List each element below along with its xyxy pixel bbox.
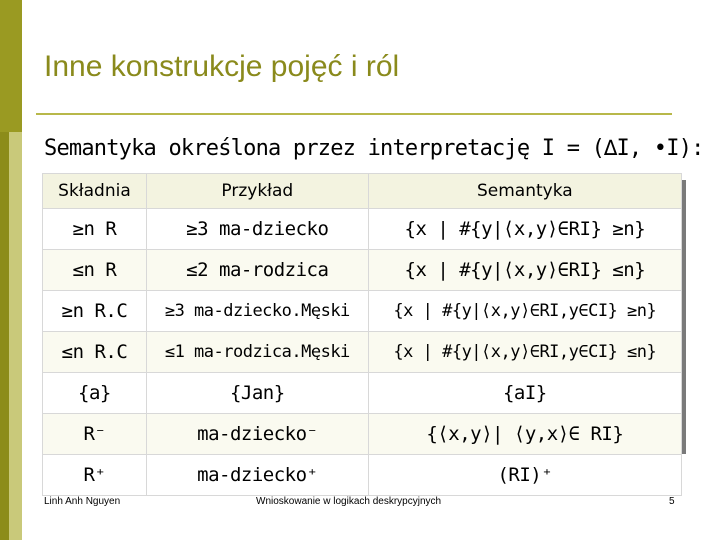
cell-semantics: {x | #{y|⟨x,y⟩∈RI,y∈CI} ≤n} bbox=[368, 332, 681, 373]
cell-syntax: ≤n R.C bbox=[43, 332, 147, 373]
footer-author: Linh Anh Nguyen bbox=[44, 496, 121, 507]
cell-syntax: R⁻ bbox=[43, 414, 147, 455]
sidebar-top-block bbox=[0, 0, 22, 132]
table-row bbox=[43, 209, 682, 250]
table-header-row bbox=[43, 174, 682, 209]
cell-syntax: ≥n R.C bbox=[43, 291, 147, 332]
title-divider bbox=[36, 113, 672, 115]
table-row bbox=[43, 373, 682, 414]
cell-example: ma-dziecko⁻ bbox=[146, 414, 368, 455]
cell-semantics: {⟨x,y⟩| ⟨y,x⟩∈ RI} bbox=[368, 414, 681, 455]
cell-syntax: ≥n R bbox=[43, 209, 147, 250]
table-row bbox=[43, 291, 682, 332]
cell-semantics: {aI} bbox=[368, 373, 681, 414]
cell-semantics: {x | #{y|⟨x,y⟩∈RI} ≤n} bbox=[368, 250, 681, 291]
cell-example: ≥3 ma-dziecko.Męski bbox=[146, 291, 368, 332]
cell-syntax: {a} bbox=[43, 373, 147, 414]
cell-semantics: {x | #{y|⟨x,y⟩∈RI,y∈CI} ≥n} bbox=[368, 291, 681, 332]
table-row bbox=[43, 332, 682, 373]
table-row bbox=[43, 455, 682, 496]
cell-syntax: ≤n R bbox=[43, 250, 147, 291]
header-semantics: Semantyka bbox=[368, 174, 681, 209]
cell-example: ≤2 ma-rodzica bbox=[146, 250, 368, 291]
semantics-table bbox=[42, 173, 682, 496]
cell-example: ≤1 ma-rodzica.Męski bbox=[146, 332, 368, 373]
table-row bbox=[43, 250, 682, 291]
table-row bbox=[43, 414, 682, 455]
slide-subtitle: Semantyka określona przez interpretację I = (∆I, •I): bbox=[44, 136, 704, 161]
cell-semantics: {x | #{y|⟨x,y⟩∈RI} ≥n} bbox=[368, 209, 681, 250]
cell-syntax: R⁺ bbox=[43, 455, 147, 496]
slide-title: Inne konstrukcje pojęć i ról bbox=[44, 50, 400, 83]
footer-title: Wnioskowanie w logikach deskrypcyjnych bbox=[256, 496, 442, 507]
page-number: 5 bbox=[669, 496, 675, 507]
cell-example: ma-dziecko⁺ bbox=[146, 455, 368, 496]
cell-example: ≥3 ma-dziecko bbox=[146, 209, 368, 250]
header-example: Przykład bbox=[146, 174, 368, 209]
cell-semantics: (RI)⁺ bbox=[368, 455, 681, 496]
cell-example: {Jan} bbox=[146, 373, 368, 414]
header-syntax: Składnia bbox=[43, 174, 147, 209]
